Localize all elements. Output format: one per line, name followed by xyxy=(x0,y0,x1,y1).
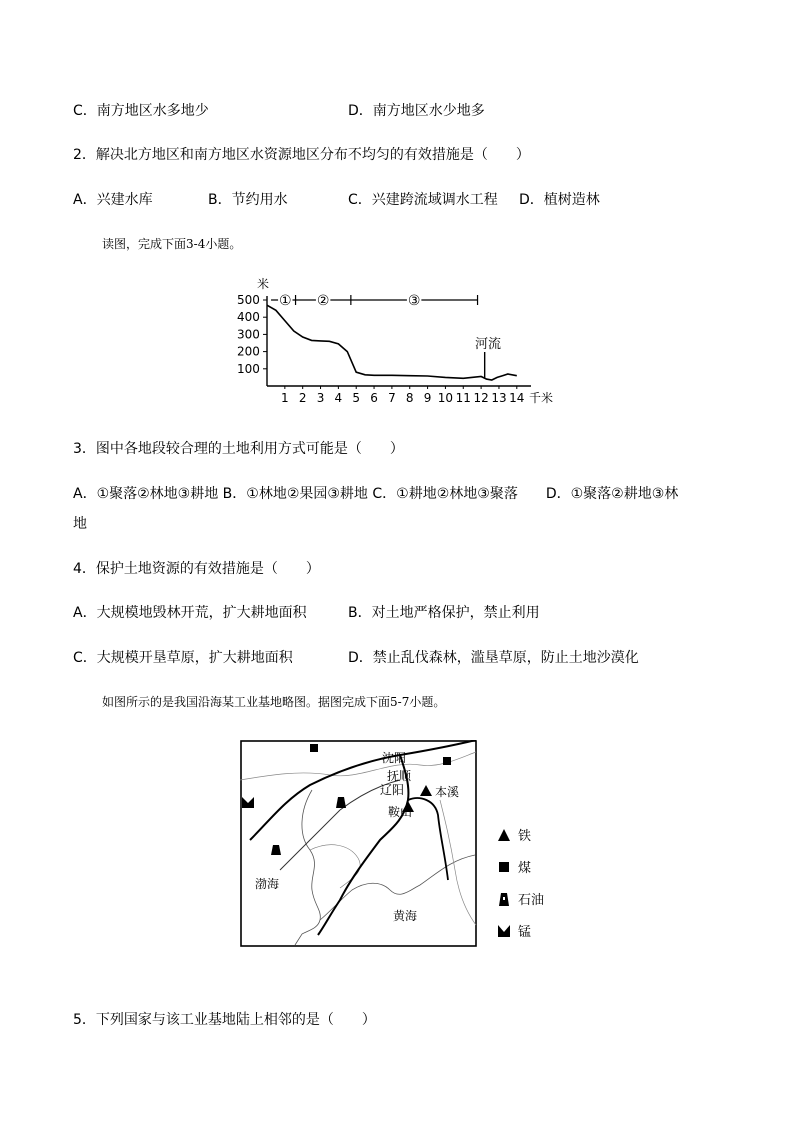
x-tick-label: 4 xyxy=(334,391,343,405)
triangle-icon xyxy=(496,827,512,843)
x-tick-label: 11 xyxy=(455,391,471,405)
legend-item-oil xyxy=(496,889,544,908)
terrain-profile-chart xyxy=(235,272,565,412)
x-tick-label: 3 xyxy=(316,391,325,405)
legend-item-manganese xyxy=(496,921,531,940)
q4-option-a: A．大规模地毁林开荒，扩大耕地面积 xyxy=(73,605,307,621)
city-label: 辽阳 xyxy=(380,783,405,797)
q4-option-d: D．禁止乱伐森林，滥垦草原，防止土地沙漠化 xyxy=(348,650,639,666)
q3-stem: 3．图中各地段较合理的土地利用方式可能是（ ） xyxy=(73,441,404,457)
x-tick-label: 13 xyxy=(491,391,507,405)
square-icon xyxy=(496,859,512,875)
x-tick-label: 8 xyxy=(405,391,414,405)
sea-label: 黄海 xyxy=(393,909,418,923)
segment-label: ② xyxy=(316,293,330,309)
city-label: 抚顺 xyxy=(387,769,412,783)
segment-label: ③ xyxy=(407,293,421,309)
legend-label: 锰 xyxy=(518,925,532,940)
y-tick-label: 500 xyxy=(237,293,260,307)
q4-stem: 4．保护土地资源的有效措施是（ ） xyxy=(73,561,320,577)
legend-item-coal xyxy=(496,857,531,876)
q1-option-c: C．南方地区水多地少 xyxy=(73,103,209,119)
coal-symbol xyxy=(310,744,318,752)
city-label: 本溪 xyxy=(435,785,460,799)
y-tick-label: 200 xyxy=(237,344,260,359)
city-label: 鞍山 xyxy=(388,805,413,819)
y-tick-label: 300 xyxy=(237,327,260,342)
legend-item-iron xyxy=(496,825,531,844)
x-tick-labels xyxy=(281,391,524,405)
x-tick-label: 1 xyxy=(281,391,289,405)
legend-label: 铁 xyxy=(518,829,532,844)
q4-option-c: C．大规模开垦草原，扩大耕地面积 xyxy=(73,650,293,666)
segment-bar xyxy=(271,293,477,309)
q5-stem: 5．下列国家与该工业基地陆上相邻的是（ ） xyxy=(73,1012,376,1028)
legend-label: 石油 xyxy=(518,893,545,908)
derrick-icon xyxy=(496,891,512,907)
q2-option-d: D．植树造林 xyxy=(519,192,600,208)
y-tick-label: 400 xyxy=(237,310,260,325)
segment-label: ① xyxy=(279,293,292,309)
x-tick-label: 5 xyxy=(352,391,361,405)
manganese-icon xyxy=(496,923,512,939)
x-tick-label: 10 xyxy=(437,391,454,405)
industrial-base-map xyxy=(240,740,478,948)
q2-option-c: C．兴建跨流域调水工程 xyxy=(348,192,498,208)
coal-symbol xyxy=(443,757,451,765)
q4-option-b: B．对土地严格保护，禁止利用 xyxy=(348,605,540,621)
y-axis-unit: 米 xyxy=(257,277,270,291)
x-tick-label: 6 xyxy=(370,391,378,405)
intro-5-7: 如图所示的是我国沿海某工业基地略图。据图完成下面5-7小题。 xyxy=(102,695,446,709)
x-tick-label: 2 xyxy=(298,391,307,405)
map-frame xyxy=(241,741,476,946)
y-tick-label: 100 xyxy=(237,361,260,376)
y-tick-labels xyxy=(237,293,260,376)
q2-stem: 2．解决北方地区和南方地区水资源地区分布不均匀的有效措施是（ ） xyxy=(73,147,530,163)
intro-3-4: 读图，完成下面3-4小题。 xyxy=(102,237,242,251)
x-axis-unit: 千米 xyxy=(529,391,554,405)
q2-option-a: A．兴建水库 xyxy=(73,192,153,208)
q3-options-wrap: 地 xyxy=(73,516,87,532)
q1-option-d: D．南方地区水少地多 xyxy=(348,103,485,119)
x-tick-label: 9 xyxy=(423,391,432,405)
sea-label: 渤海 xyxy=(255,877,280,891)
x-tick-label: 14 xyxy=(509,391,525,405)
legend-label: 煤 xyxy=(518,861,532,876)
city-label: 沈阳 xyxy=(382,751,407,765)
river-label: 河流 xyxy=(475,337,502,352)
q3-options: A．①聚落②林地③耕地 B．①林地②果园③耕地 C．①耕地②林地③聚落 D．①聚落②耕地③林 xyxy=(73,486,679,502)
x-tick-label: 7 xyxy=(388,391,396,405)
q2-option-b: B．节约用水 xyxy=(208,192,288,208)
x-tick-label: 12 xyxy=(473,391,489,405)
